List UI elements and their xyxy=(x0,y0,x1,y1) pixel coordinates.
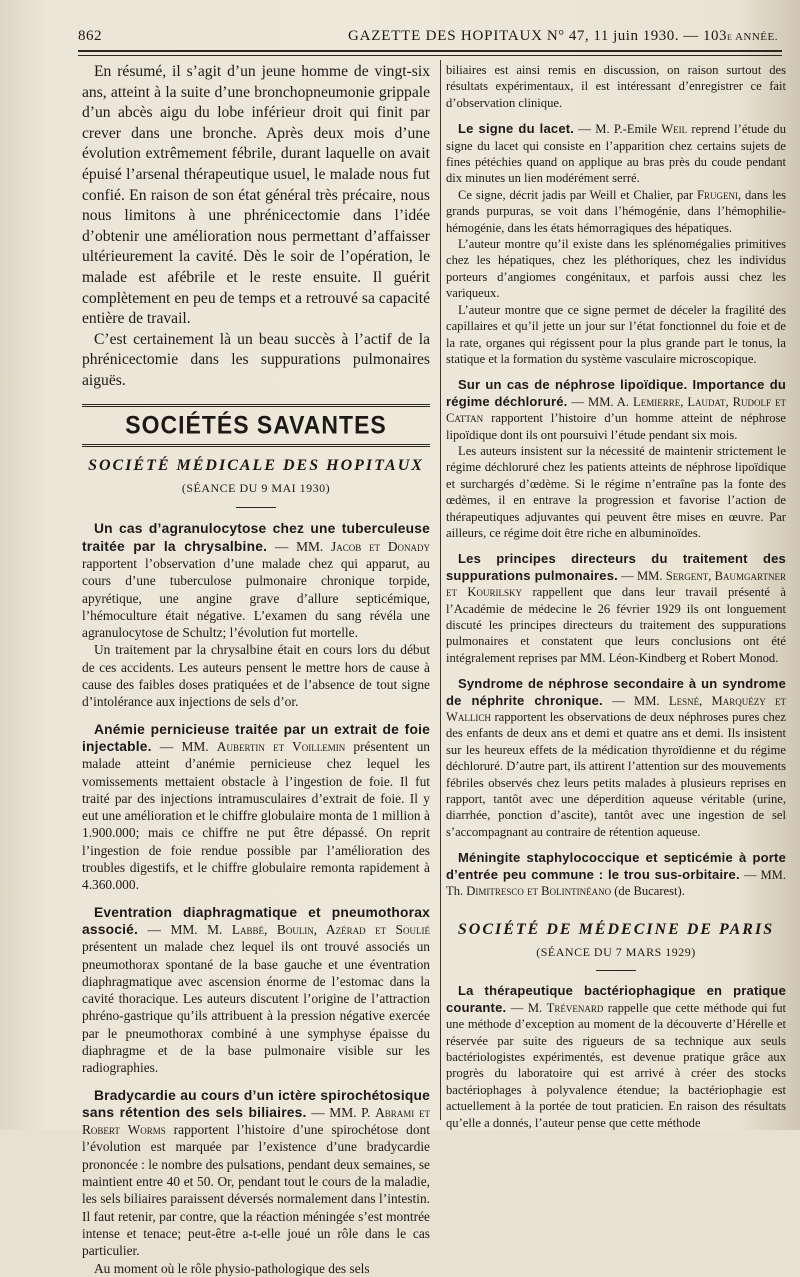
article-body: rappellent que dans leur travail présenté à l’Académie de médecine le 26 février 1929 ils ont longuement discuté les principes directeurs du traitement des suppurations pulmonaires et constatent que leurs conclusions ont été intégralement reprises par MM. Léon-Kindberg et Robert Monod. xyxy=(446,585,786,665)
authors-prefix: — MM. Th. xyxy=(446,867,786,899)
issue-info xyxy=(547,28,778,45)
section-banner xyxy=(82,404,430,447)
article-authors: Jacob et Donady xyxy=(331,538,430,554)
authors-prefix: — MM. xyxy=(267,538,332,554)
journal-title: GAZETTE DES HOPITAUX xyxy=(348,28,543,44)
article-authors: Sergent, Baumgartner et Kourilsky xyxy=(446,568,786,600)
article-heading: Méningite staphylococcique et septicémie à porte d’entrée peu commune : le trou sus-orbitaire. xyxy=(446,850,786,882)
article-body: présentent un malade atteint d’anémie pernicieuse chez lequel les vomissements mettaient obstacle à l’ingestion de foie. Il fut traité par des injections intramusculaires d’extrait de foie. Il y eut une amélioration et le chiffre globulaire monta de 1 million à 1.900.000; mais ce chiffre ne put être dépassé. On reprit l’ingestion de foie rendue possible par l’amélioration des troubles digestifs, et le chiffre globulaire remonta rapidement à 4.360.000. xyxy=(82,738,430,893)
article-authors: Trévenard xyxy=(546,1000,604,1015)
issue-main: N° 47, 11 juin 1930. — 103 xyxy=(546,28,727,44)
article-body: rapportent l’histoire d’une spirochétose dont l’évolution est marquée par l’existence d’une bradycardie prononcée : le nombre des pulsations, pendant deux semaines, se maintient entre 40 et 50. Or, pendant tout le cours de la maladie, les sels biliaires paraissent déversés normalement dans l’intestin. Il faut retenir, par contre, que la réaction méningée s’est montrée intense et tenace; peut-être a-t-elle joué un rôle dans le cas particulier. xyxy=(82,1122,430,1259)
article-body: présentent un malade chez lequel ils ont trouvé associés un pneumothorax spontané de la base gauche et une éventration diaphragmatique avec ascension énorme de l’estomac dans la cavité thoracique. Les auteurs discutent l’origine de l’attraction phréno-gastrique qu’ils attribuent à la pression négative exercée par le pneumothorax combiné à une symphyse épaisse du diaphragme et de la base pulmonaire visible sur les radiographies. xyxy=(82,939,430,1076)
header-rule-thin xyxy=(78,55,782,56)
article-heading: La thérapeutique bactériophagique en pratique courante. xyxy=(446,983,786,1015)
authors-prefix: — MM. xyxy=(151,738,217,754)
seance-date: (SÉANCE DU 9 MAI 1930) xyxy=(181,481,331,496)
article-paragraph xyxy=(446,187,786,236)
article-bacteriophage xyxy=(446,983,786,1131)
article-anemie xyxy=(82,721,430,894)
article-paragraph: Les auteurs insistent sur la nécessité de maintenir strictement le régime déchloruré chez les patients atteints de néphrose lipoïdique et surchargés d’œdème. Si le régime n’entraîne pas la fonte des œdèmes, il en entrave la progression et favorise l’action de thérapeutiques adjuvantes qui peuvent être mises en œuvre. Par ailleurs, ce régime doit être riche en albuminoïdes. xyxy=(446,443,786,540)
authors-prefix: — MM. M. xyxy=(138,921,232,937)
text-span: Ce signe, décrit jadis par Weill et Chalier, par xyxy=(458,187,697,202)
society-title-2: SOCIÉTÉ DE MÉDECINE DE PARIS xyxy=(457,920,775,938)
article-paragraph: Au moment où le rôle physio-pathologique des sels xyxy=(94,1260,370,1276)
header-rule xyxy=(78,50,782,52)
article-authors: Dimitresco et Bolintinéano xyxy=(466,884,612,899)
article-heading: Eventration diaphragmatique et pneumothorax associé. xyxy=(82,904,430,937)
article-authors: Abrami et Robert Worms xyxy=(82,1104,430,1138)
continued-paragraph: biliaires est ainsi remis en discussion, on raison surtout des résultats expérimentaux, il est intéressant d’enregistrer ce fait d’observation clinique. xyxy=(446,63,786,110)
article-heading: Syndrome de néphrose secondaire à un syndrome de néphrite chronique. xyxy=(446,676,786,708)
article-authors: Weil xyxy=(661,122,688,137)
author-name: Frugeni xyxy=(696,187,738,202)
section-title: SOCIÉTÉS SAVANTES xyxy=(125,410,387,439)
intro-paragraph: En résumé, il s’agit d’un jeune homme de vingt-six ans, atteint à la suite d’une bronchopneumonie grippale d’un abcès aigu du lobe inférieur droit qui finit par crever dans une bronche. Après deux mois d’une évolution extrêmement fébrile, durant laquelle on avait épuisé l’arsenal thérapeutique usuel, le malade nous fut confié. En raison de son état général très précaire, nous nous limitons à une phrénicectomie dans l’idée d’obtenir une amélioration nous permettant d’affaisser ultérieurement la cavité. Dès le soir de l’opération, le malade est afébrile et le reste ensuite. Il guérit complètement en peu de temps et a retrouvé sa capacité entière de travail. xyxy=(82,63,430,328)
article-authors: Labbé, Boulin, Azérad et Soulié xyxy=(231,921,430,937)
article-eventration xyxy=(82,904,430,1077)
article-heading: Bradycardie au cours d’un ictère spirochétosique sans rétention des sels biliaires. xyxy=(82,1087,430,1120)
page-number: 862 xyxy=(78,28,102,44)
page-header xyxy=(78,22,778,48)
article-body: reprend l’étude du signe du lacet qui consiste en l’apparition chez certains sujets de fines pétéchies quand on applique au bras près du coude pendant dix minutes un lien modérément serré. xyxy=(446,122,787,186)
article-meningite xyxy=(446,850,786,899)
right-column xyxy=(446,62,786,1131)
article-body: rapportent les observations de deux néphroses pures chez des enfants de deux ans et demi et quatre ans et demi. Ils insistent sur les heureux effets de la médication thyroïdienne et du régime déchloruré. D’autre part, ils attirent l’attention sur des mouvements fébriles observés chez leurs petits malades à plusieurs reprises en rapport, tantôt avec une déperdition aqueuse véritable (urine, diarrhée, ponction d’ascite), tantôt avec une ingestion de sel s’accompagnant au contraire de rétention aqueuse. xyxy=(446,710,786,839)
article-body: (de Bucarest). xyxy=(611,884,685,899)
article-paragraph: Un traitement par la chrysalbine était en cours lors du début de ces accidents. Les auteurs pensent le mettre hors de cause à cause des faibles doses pratiquées et de l’absence de tout signe d’intolérance aux injections de sels d’or. xyxy=(82,642,430,710)
authors-prefix: — M. xyxy=(506,1000,547,1015)
authors-prefix: — MM. A. xyxy=(567,394,634,409)
article-paragraph: L’auteur montre que ce signe permet de déceler la fragilité des capillaires et qu’il jette un jour sur l’état fonctionnel du foie et de la rate, organes qui régissent pour la plus grande part le tonus, la statique et la formation du système vasculaire microscopique. xyxy=(446,302,786,366)
short-divider xyxy=(596,970,636,971)
article-heading: Anémie pernicieuse traitée par un extrait de foie injectable. xyxy=(82,721,430,754)
article-bradycardie xyxy=(82,1087,430,1260)
issue-suffix: e ANNÉE. xyxy=(726,31,778,43)
column-divider xyxy=(440,60,441,1120)
article-signe-lacet xyxy=(446,121,786,187)
article-heading: Le signe du lacet. xyxy=(458,121,575,137)
article-agranulocytose xyxy=(82,520,430,641)
intro-conclusion: C’est certainement là un beau succès à l’actif de la phrénicectomie dans les suppurations pulmonaires aiguës. xyxy=(82,330,430,389)
article-suppurations xyxy=(446,551,786,666)
article-authors: Aubertin et Voillemin xyxy=(216,738,346,754)
article-nephrose-lipoidique xyxy=(446,377,786,443)
short-divider xyxy=(236,507,276,508)
seance-date-2: (SÉANCE DU 7 MARS 1929) xyxy=(536,944,696,959)
text-span: , dans les grands purpuras, se voit dans l’hémogénie, dans l’hémophilie-hémogénie, dans les états hémorragiques des hépatiques. xyxy=(446,187,786,235)
article-nephrose-secondaire xyxy=(446,676,786,840)
article-paragraph: L’auteur montre qu’il existe dans les splénomégalies primitives chez les hépatiques, chez les pléthoriques, chez les individus porteurs d’angiomes congénitaux, et parfois aussi chez les variqueux. xyxy=(446,237,786,301)
article-heading: Un cas d’agranulocytose chez une tuberculeuse traitée par la chrysalbine. xyxy=(82,521,430,554)
authors-prefix: — M. P.-Emile xyxy=(574,122,662,137)
authors-prefix: — MM. xyxy=(617,568,666,583)
authors-prefix: — MM. xyxy=(602,693,669,708)
society-title: SOCIÉTÉ MÉDICALE DES HOPITAUX xyxy=(88,456,424,474)
article-body: rappelle que cette méthode qui fut une méthode d’exception au moment de la découverte d’Hérelle et réservée par suite des rigueurs de sa technique aux seuls bactériologistes expérimentés, est devenue pratique grâce aux progrès du laboratoire qui est arrivé à créer des stocks bactériophages à polyvalence étendue; la bactériophagie est actuellement à la portée de tout praticien. En raison des résultats qu’elle a donnés, l’auteur pense que cette méthode xyxy=(446,1000,786,1130)
article-authors: Lesné, Marquézy et Wallich xyxy=(446,693,787,725)
left-column xyxy=(82,62,430,1277)
authors-prefix: — MM. P. xyxy=(306,1104,376,1120)
article-body: rapportent l’observation d’une malade chez qui apparut, au cours d’une tuberculose pulmonaire chronique torpide, apyrétique, une angine grave d’allure septicémique, l’hémoculture était négative. L’examen du sang révéla une agranulocytose de Schultz; l’évolution fut mortelle. xyxy=(82,555,430,641)
article-authors: Lemierre, Laudat, Rudolf et Cattan xyxy=(446,394,787,426)
article-body: rapportent l’histoire d’un homme atteint de néphrose lipoïdique dont ils ont poursuivi l’étude pendant six mois. xyxy=(446,411,786,442)
article-heading: Les principes directeurs du traitement des suppurations pulmonaires. xyxy=(446,551,786,583)
article-heading: Sur un cas de néphrose lipoïdique. Importance du régime déchloruré. xyxy=(446,377,786,409)
